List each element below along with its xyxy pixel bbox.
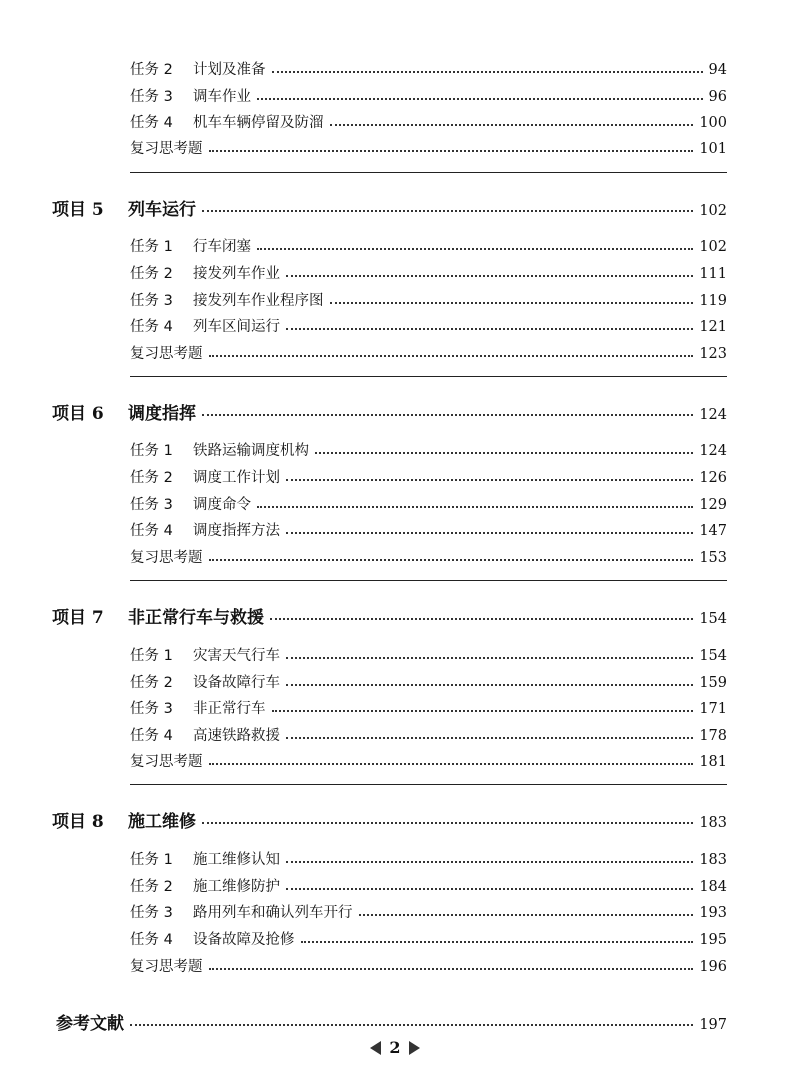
dot-leader <box>257 247 693 250</box>
task-page: 124 <box>699 443 727 459</box>
task-title: 设备故障及抢修 <box>193 932 295 948</box>
project-page: 124 <box>699 407 727 423</box>
toc-review-row <box>130 137 727 158</box>
toc-task-row <box>130 439 727 460</box>
toc-task-row <box>130 85 727 106</box>
review-title: 复习思考题 <box>130 346 203 362</box>
task-title: 非正常行车 <box>193 701 266 717</box>
project-page: 183 <box>699 815 727 831</box>
section-divider <box>130 376 727 377</box>
review-page: 196 <box>699 959 727 975</box>
review-page: 181 <box>699 754 727 770</box>
task-number: 任务 2 <box>130 675 173 691</box>
dot-leader <box>202 209 693 212</box>
task-page: 183 <box>699 852 727 868</box>
task-title: 高速铁路救援 <box>193 728 280 744</box>
review-title: 复习思考题 <box>130 550 203 566</box>
dot-leader <box>202 413 693 416</box>
dot-leader <box>286 327 693 330</box>
task-title: 机车车辆停留及防溜 <box>193 115 324 131</box>
task-number: 任务 3 <box>130 89 173 105</box>
toc-task-row <box>130 875 727 896</box>
task-page: 171 <box>699 701 727 717</box>
project-number: 项目 5 <box>52 200 104 220</box>
task-page: 94 <box>708 62 727 78</box>
task-number: 任务 3 <box>130 701 173 717</box>
toc-task-row <box>130 848 727 869</box>
page-number: 2 <box>389 1038 401 1057</box>
dot-leader <box>330 301 694 304</box>
task-page: 195 <box>699 932 727 948</box>
dot-leader <box>272 709 694 712</box>
task-page: 100 <box>699 115 727 131</box>
task-title: 灾害天气行车 <box>193 648 280 664</box>
task-title: 列车区间运行 <box>193 319 280 335</box>
dot-leader <box>209 558 694 561</box>
page-footer <box>0 1038 790 1057</box>
dot-leader <box>286 887 693 890</box>
toc-task-row <box>130 58 727 79</box>
review-page: 123 <box>699 346 727 362</box>
dot-leader <box>130 1023 693 1026</box>
toc-task-row <box>130 644 727 665</box>
task-page: 129 <box>699 497 727 513</box>
task-title: 铁路运输调度机构 <box>193 443 309 459</box>
dot-leader <box>301 940 694 943</box>
task-page: 96 <box>708 89 727 105</box>
dot-leader <box>257 97 703 100</box>
review-title: 复习思考题 <box>130 959 203 975</box>
dot-leader <box>286 860 693 863</box>
project-number: 项目 6 <box>52 404 104 424</box>
task-number: 任务 4 <box>130 728 173 744</box>
dot-leader <box>315 451 693 454</box>
task-title: 调度命令 <box>193 497 251 513</box>
dot-leader <box>272 70 703 73</box>
toc-project-row <box>52 807 727 832</box>
task-number: 任务 4 <box>130 115 173 131</box>
dot-leader <box>286 683 693 686</box>
review-page: 153 <box>699 550 727 566</box>
review-title: 复习思考题 <box>130 754 203 770</box>
dot-leader <box>286 656 693 659</box>
dot-leader <box>257 505 693 508</box>
task-number: 任务 1 <box>130 239 173 255</box>
toc-references-row <box>56 1009 727 1034</box>
references-title: 参考文献 <box>56 1014 124 1034</box>
task-title: 路用列车和确认列车开行 <box>193 905 353 921</box>
task-number: 任务 3 <box>130 905 173 921</box>
task-page: 154 <box>699 648 727 664</box>
dot-leader <box>209 354 694 357</box>
toc-task-row <box>130 289 727 310</box>
toc-project-row <box>52 399 727 424</box>
toc-task-row <box>130 315 727 336</box>
toc-task-row <box>130 466 727 487</box>
toc-review-row <box>130 955 727 976</box>
dot-leader <box>209 149 694 152</box>
toc-task-row <box>130 724 727 745</box>
toc-task-row <box>130 519 727 540</box>
task-title: 调车作业 <box>193 89 251 105</box>
task-title: 调度工作计划 <box>193 470 280 486</box>
task-page: 111 <box>699 266 727 282</box>
task-title: 施工维修认知 <box>193 852 280 868</box>
task-page: 119 <box>699 293 727 309</box>
dot-leader <box>359 913 694 916</box>
dot-leader <box>330 123 694 126</box>
section-divider <box>130 784 727 785</box>
task-title: 接发列车作业 <box>193 266 280 282</box>
task-number: 任务 1 <box>130 852 173 868</box>
task-number: 任务 1 <box>130 648 173 664</box>
toc-review-row <box>130 546 727 567</box>
project-page: 154 <box>699 611 727 627</box>
dot-leader <box>286 478 693 481</box>
project-title: 非正常行车与救援 <box>128 608 264 628</box>
triangle-left-icon <box>370 1041 381 1055</box>
task-number: 任务 2 <box>130 266 173 282</box>
section-divider <box>130 580 727 581</box>
dot-leader <box>286 274 693 277</box>
toc-task-row <box>130 901 727 922</box>
references-page: 197 <box>699 1017 727 1033</box>
toc-task-row <box>130 262 727 283</box>
task-number: 任务 3 <box>130 293 173 309</box>
toc-review-row <box>130 342 727 363</box>
dot-leader <box>209 762 694 765</box>
task-number: 任务 2 <box>130 470 173 486</box>
project-title: 调度指挥 <box>128 404 196 424</box>
toc-task-row <box>130 671 727 692</box>
task-number: 任务 3 <box>130 497 173 513</box>
task-title: 施工维修防护 <box>193 879 280 895</box>
project-number: 项目 7 <box>52 608 104 628</box>
task-number: 任务 1 <box>130 443 173 459</box>
toc-task-row <box>130 697 727 718</box>
dot-leader <box>209 967 694 970</box>
task-page: 147 <box>699 523 727 539</box>
toc-project-row <box>52 603 727 628</box>
dot-leader <box>286 736 693 739</box>
project-page: 102 <box>699 203 727 219</box>
dot-leader <box>270 617 693 620</box>
project-title: 施工维修 <box>128 812 196 832</box>
task-page: 126 <box>699 470 727 486</box>
toc-task-row <box>130 928 727 949</box>
task-number: 任务 4 <box>130 523 173 539</box>
toc-task-row <box>130 235 727 256</box>
task-title: 行车闭塞 <box>193 239 251 255</box>
project-number: 项目 8 <box>52 812 104 832</box>
task-title: 设备故障行车 <box>193 675 280 691</box>
task-page: 184 <box>699 879 727 895</box>
review-page: 101 <box>699 141 727 157</box>
task-number: 任务 4 <box>130 319 173 335</box>
review-title: 复习思考题 <box>130 141 203 157</box>
task-page: 193 <box>699 905 727 921</box>
dot-leader <box>202 821 693 824</box>
task-title: 调度指挥方法 <box>193 523 280 539</box>
toc-review-row <box>130 750 727 771</box>
triangle-right-icon <box>409 1041 420 1055</box>
task-page: 178 <box>699 728 727 744</box>
toc-project-row <box>52 195 727 220</box>
task-title: 计划及准备 <box>193 62 266 78</box>
task-number: 任务 2 <box>130 62 173 78</box>
task-page: 102 <box>699 239 727 255</box>
toc-task-row <box>130 493 727 514</box>
section-divider <box>130 172 727 173</box>
task-number: 任务 2 <box>130 879 173 895</box>
project-title: 列车运行 <box>128 200 196 220</box>
dot-leader <box>286 531 693 534</box>
toc-task-row <box>130 111 727 132</box>
task-title: 接发列车作业程序图 <box>193 293 324 309</box>
task-page: 159 <box>699 675 727 691</box>
task-page: 121 <box>699 319 727 335</box>
task-number: 任务 4 <box>130 932 173 948</box>
